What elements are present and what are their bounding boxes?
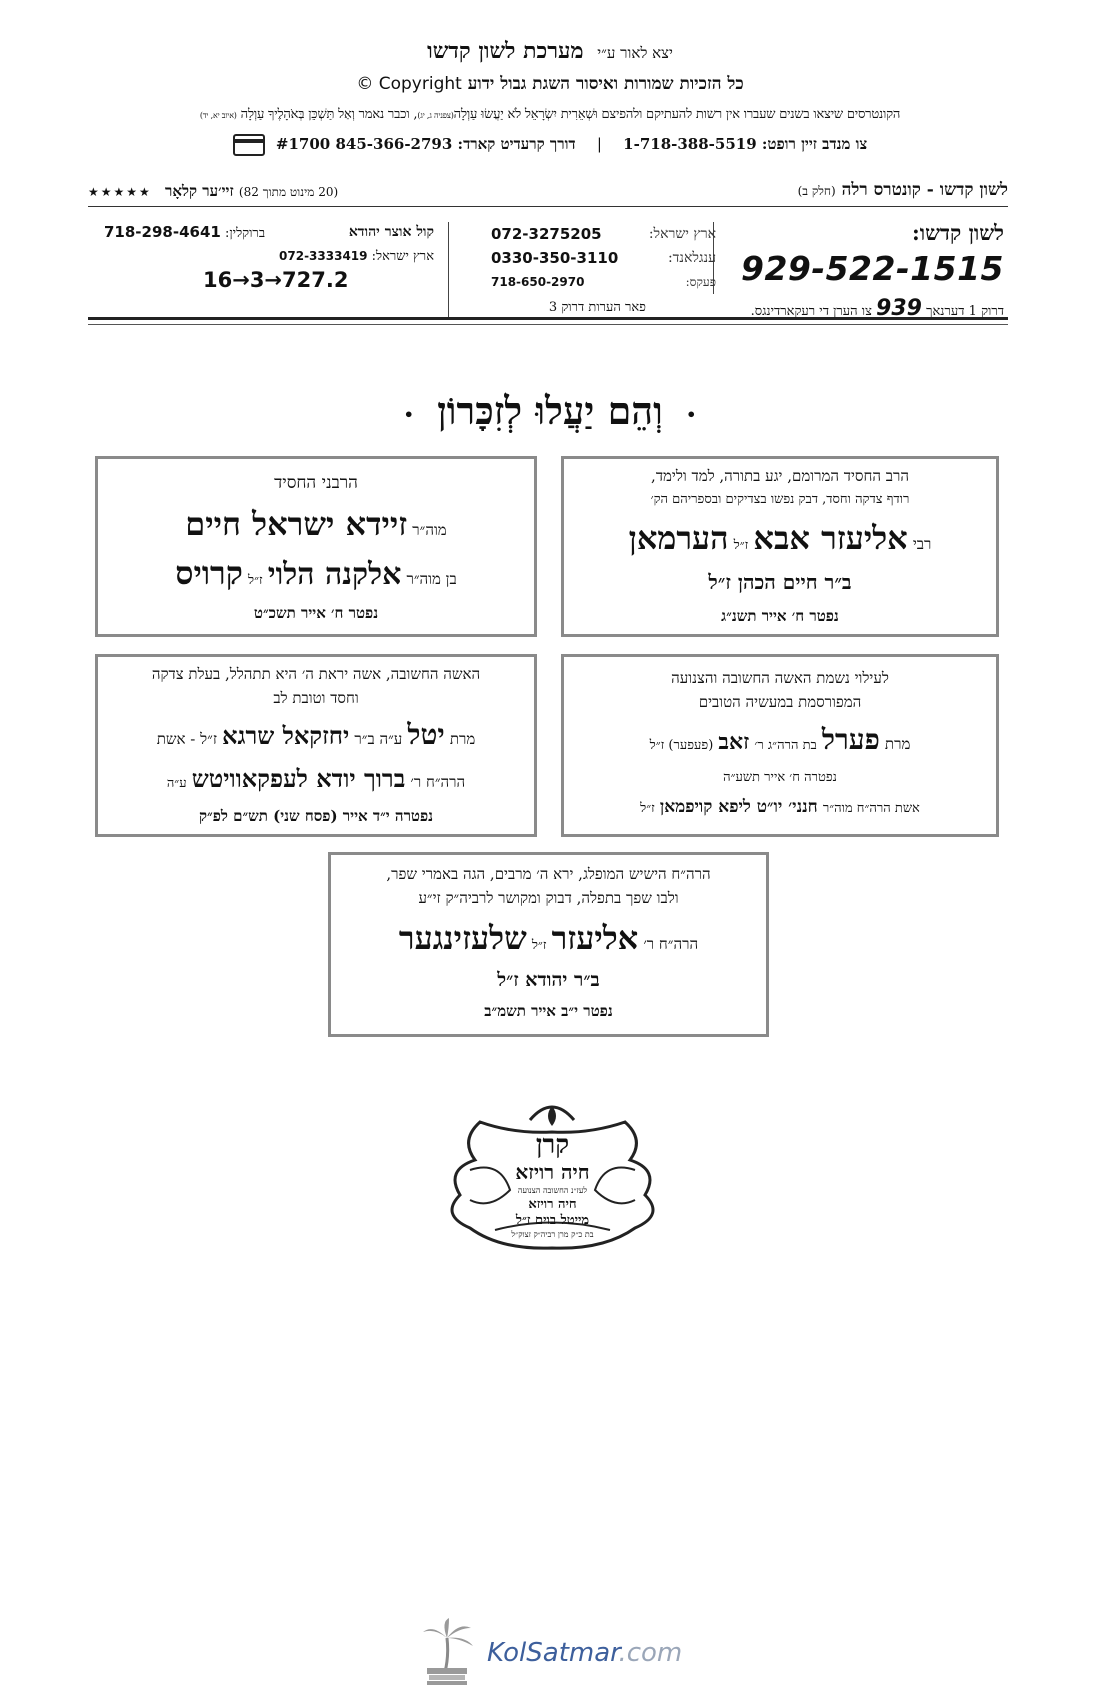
memorial-line: הרב החסיד המרומם, יגע בתורה, למד ולימד,: [651, 467, 909, 485]
kolsatmar-site-link[interactable]: [487, 1638, 682, 1668]
reprint-warning-text: הקונטרסים שיצאו בשנים שעברו אין רשות להעתיקם ולהפיצם וּשְׁאֵרִית יִשְׂרָאֵל לֹא יַעֲשׂוּ עַוְלָה: [453, 107, 901, 122]
israel-row: [491, 222, 716, 246]
ah-abbrev: ע״ה: [166, 776, 187, 791]
credit-card-icon: [233, 134, 265, 156]
hotline-label: לשון קדשו:: [911, 220, 1004, 245]
deceased-surname: קרויס: [175, 554, 243, 592]
memorial-name-line: [98, 713, 534, 757]
memorial-box-herman: [561, 456, 999, 637]
daughter-of-text: בת הרה״ג ר׳: [754, 738, 817, 753]
series-part: (חלק ב): [797, 184, 836, 198]
zl-abbrev: ז״ל: [733, 538, 749, 553]
kol-israel-label: ארץ ישראל:: [371, 249, 434, 264]
england-row: [491, 246, 716, 270]
date-of-passing: נפטרה ח׳ אייר תשע״ה: [723, 770, 837, 785]
husband-name: ברוך יודא לעפקאוויטש: [191, 764, 406, 793]
dedication-title: וְהֵם יַעֲלוּ לְזִכָּרוֹן: [437, 388, 663, 433]
date-of-passing: נפטרה י״ד אייר (פסח שני) תש״ם לפ״ק: [198, 807, 434, 825]
deceased-name: זיידא ישראל חיים: [185, 505, 408, 543]
site-tld: .com: [618, 1638, 683, 1668]
husband-line: [564, 793, 996, 823]
palm-tree-books-icon: [419, 1616, 479, 1686]
memorial-box-kraus: [95, 456, 537, 637]
father-name: ב״ר יהודא ז״ל: [497, 969, 600, 991]
deceased-name: יטל: [407, 718, 445, 751]
date-of-passing: נפטר י״ב אייר תשמ״ב: [484, 1002, 613, 1020]
bullet-icon: •: [686, 405, 697, 424]
bullet-icon: •: [403, 405, 414, 424]
hotline-number[interactable]: 929-522-1515: [740, 249, 1004, 288]
memorial-name-line: [564, 717, 996, 763]
copyright-mark: Copyright ©: [356, 74, 462, 94]
husband-name: חנני׳ יו״ט ליפא קויפמאן: [659, 797, 818, 817]
fax-row: [491, 270, 716, 294]
seal-fund-name: חיה רויזא: [515, 1160, 590, 1184]
memorial-line: רודף צדקה וחסד, דבק נפשו בצדיקים ובספריהם הק׳: [650, 492, 910, 507]
england-label: ענגלאנד:: [667, 249, 716, 266]
father-name: אלקנה הלוי: [267, 557, 402, 592]
extension-path: 16→3→727.2: [203, 268, 349, 292]
kol-otzar-yehuda: [104, 220, 434, 268]
israel-label: ארץ ישראל:: [648, 225, 716, 242]
divider-left: [448, 222, 449, 318]
kolsatmar-footer[interactable]: [415, 1616, 695, 1688]
title-row: [88, 180, 1008, 207]
recording-duration: (20 מינוט מתוך 82): [238, 185, 339, 199]
deceased-surname: שלעזינגער: [398, 919, 527, 957]
memorial-line: האשה החשובה, אשה יראת ה׳ היא תתהלל, בעלת צדקה: [151, 665, 481, 683]
separator: |: [596, 135, 602, 153]
fax-label: פעקס:: [685, 274, 716, 289]
credit-card-phone[interactable]: דורך קרעדיט קארד: 845-366-2793 #1700: [275, 135, 576, 153]
deceased-name: אליעזר: [551, 919, 639, 957]
england-number[interactable]: 0330-350-3110: [491, 249, 619, 267]
memorial-line: וחסד וטובת לב: [273, 689, 359, 707]
memorial-name-line: [98, 499, 534, 549]
memorial-name-line: [331, 913, 766, 963]
title-prefix: מרת: [884, 735, 911, 753]
wife-of-text: ז״ל - אשת: [156, 730, 218, 748]
dial-rest-text: צו הערן די רעקארדינגס.: [750, 304, 872, 319]
site-name: KolSatmar: [487, 1638, 619, 1668]
kol-otzar-title: קול אוצר יהודא: [348, 223, 434, 240]
series-title: [798, 180, 1008, 200]
husband-prefix: הרה״ח ר׳: [410, 773, 466, 791]
source-ref-job: (איוב יא, יד): [199, 111, 237, 120]
dial-press-text: דרוק 1 דערנאך: [926, 304, 1004, 319]
memorial-line: לעילוי נשמת האשה החשובה והצנועה: [671, 669, 889, 687]
memorial-box-lefkowitz: [95, 654, 537, 837]
memorial-line: המפורסמת במעשיה הטובים: [698, 693, 862, 711]
deceased-surname: הערמאן: [628, 519, 729, 557]
father-name: זאב: [718, 729, 750, 755]
rights-reserved-text: כל הזכיות שמורות ואיסור השגת גבול ידוע: [467, 74, 744, 94]
memorial-father-line: [98, 549, 534, 597]
memorial-name-line: [564, 513, 996, 563]
title-prefix: רבי: [912, 535, 932, 553]
memorial-line: הרבני החסיד: [274, 473, 358, 493]
dial-instructions: [751, 296, 1004, 321]
title-prefix: מרת: [449, 730, 476, 748]
daughter-of-text: ע״ה ב״ר: [354, 730, 403, 748]
fax-number[interactable]: 718-650-2970: [491, 275, 585, 289]
donation-line: [60, 134, 1040, 156]
father-name: ב״ר חיים הכהן ז״ל: [708, 570, 852, 594]
seal-name-3: מייטל בוים ז״ל: [515, 1213, 590, 1228]
published-by-text: יצא לאור ע״י: [597, 44, 673, 62]
clarity-rating-label: זיי׳ער קלאָר: [165, 182, 234, 200]
memorial-box-kaufman: [561, 654, 999, 837]
international-numbers: [491, 222, 716, 294]
publisher-name: מערכת לשון קדשו: [427, 38, 584, 64]
dedication-heading: [0, 388, 1100, 434]
father-prefix: בן מוה״ר: [406, 570, 457, 588]
zl-abbrev: ז״ל: [640, 801, 655, 816]
reprint-warning: [60, 106, 1040, 122]
date-of-passing: נפטר ח׳ אייר תשנ״ג: [721, 607, 839, 625]
notes-instruction: פאר הערות דרוק 3: [548, 300, 646, 315]
title-prefix: הרה״ח ר׳: [643, 935, 699, 953]
phone-info-box: [88, 216, 1008, 320]
title-prefix: מוה״ר: [412, 521, 447, 539]
source-ref-zephaniah: (צפניה ג, יג): [417, 111, 454, 120]
zl-abbrev: ז״ל: [531, 938, 547, 953]
brooklyn-number[interactable]: 718-298-4641: [104, 223, 221, 241]
rating-stars-icon: ★★★★★: [88, 185, 152, 199]
series-name: לשון קדשו - קונטרס רלה: [841, 180, 1008, 200]
father-surname: (פעפער) ז״ל: [649, 738, 714, 753]
donate-phone[interactable]: צו מנדב זיין רופט: 1-718-388-5519: [623, 135, 868, 153]
keren-chaya-roiza-seal: [440, 1100, 665, 1255]
dial-extension: 939: [876, 296, 922, 321]
kol-israel-row: [104, 244, 434, 268]
copyright-line: [60, 74, 1040, 94]
seal-top-word: קרן: [535, 1130, 570, 1160]
kol-israel-number[interactable]: 072-3333419: [279, 249, 368, 263]
speaker-info: [88, 182, 338, 201]
publisher-line-1: [60, 38, 1040, 64]
zl-abbrev: ז״ל: [247, 573, 263, 588]
seal-small-line: לעז״נ החשובה הצנועה: [517, 1186, 588, 1195]
seal-small-line-2: בת כ״ק מרן רביה״ק זצוק״ל: [511, 1230, 594, 1239]
date-of-passing: נפטר ח׳ אייר תשכ״ט: [253, 604, 379, 622]
phonebox-rule-thin: [88, 324, 1008, 325]
deceased-name: פערל: [821, 723, 880, 756]
husband-line: [98, 757, 534, 801]
deceased-name: אליעזר אבא: [753, 519, 908, 557]
memorial-box-schlesinger: [328, 852, 769, 1037]
brooklyn-label: ברוקלין:: [224, 226, 266, 241]
memorial-line: ולבו שפך בתפלה, דבוק ומקושר לרביה״ק זי״ע: [418, 889, 679, 907]
memorial-line: הרה״ח הישיש המופלג, ירא ה׳ מרבים, הגה באמרי שפר,: [386, 865, 711, 883]
father-name: יחזקאל שרגא: [222, 721, 350, 750]
kol-header-row: [104, 220, 434, 244]
seal-name-2: חיה רויזא: [528, 1197, 577, 1212]
reprint-warning-text-2: , וכבר נאמר וְאַל תַּשְׁכֵּן בְּאֹהָלֶיךָ עַוְלָה: [240, 107, 418, 122]
israel-number[interactable]: 072-3275205: [491, 225, 602, 243]
husband-prefix: אשת הרה״ח מוה״ר: [822, 801, 920, 816]
